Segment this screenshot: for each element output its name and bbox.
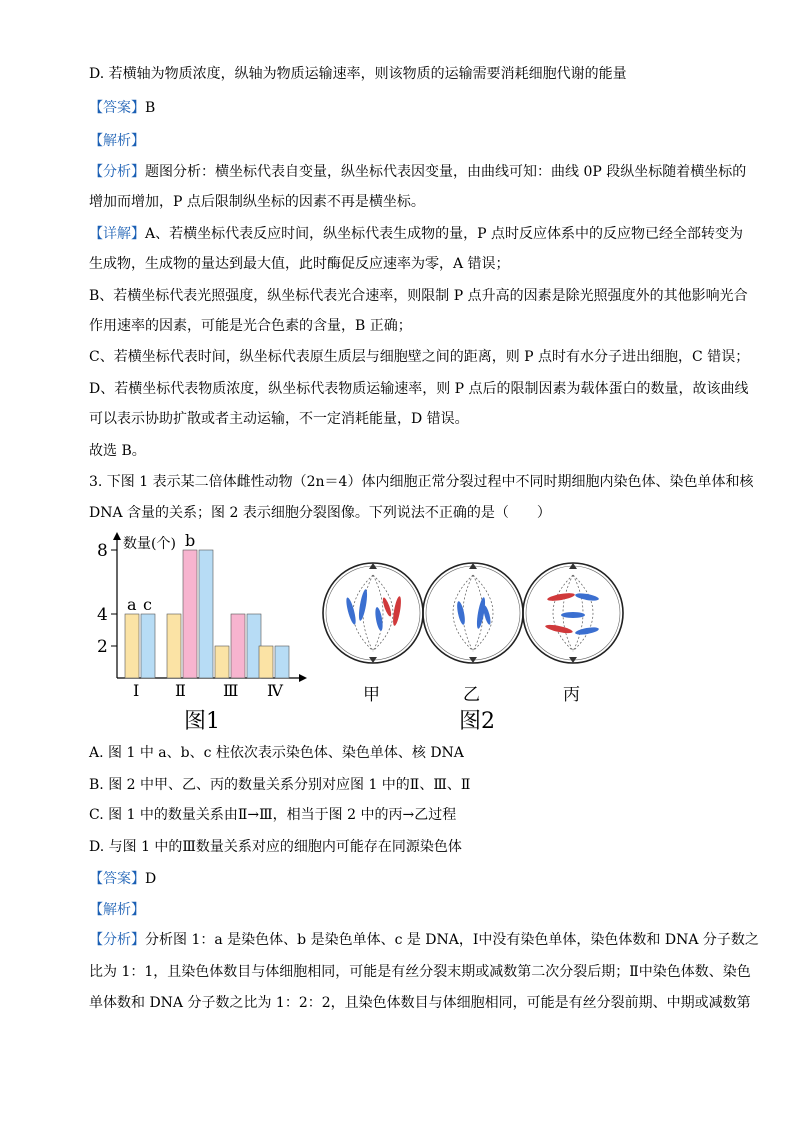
bar-letter-label: a: [127, 595, 137, 614]
option-d: D. 与图 1 中的Ⅲ数量关系对应的细胞内可能存在同源染色体: [89, 839, 462, 855]
detail-1-e: C、若横坐标代表时间，纵坐标代表原生质层与细胞壁之间的距离，则 P 点时有水分子进出细胞，C 错误；: [89, 349, 750, 365]
line-option-d: D. 若横轴为物质浓度，纵轴为物质运输速率，则该物质的运输需要消耗细胞代谢的能量: [89, 66, 627, 82]
conclusion-1: 故选 B。: [89, 443, 146, 459]
cell-yi: [423, 563, 523, 663]
x-group-label: Ⅰ: [133, 681, 140, 700]
analysis-tag: 【分析】: [89, 164, 145, 180]
analysis-1: [89, 162, 746, 182]
question-3: 3. 下图 1 表示某二倍体雌性动物（2n＝4）体内细胞正常分裂过程中不同时期细胞内染色体、染色单体和核: [89, 474, 754, 490]
cell-label-bing: 丙: [563, 685, 580, 705]
answer-2: [89, 869, 156, 889]
x-group-label: Ⅱ: [175, 681, 186, 700]
x-group-label: Ⅳ: [267, 681, 283, 700]
answer-1: [89, 98, 155, 118]
detail-1-b: 生成物，生成物的量达到最大值，此时酶促反应速率为零，A 错误；: [89, 256, 510, 272]
bar-letter-label: c: [143, 595, 152, 614]
analysis-2-b: 比为 1：1，且染色体数目与体细胞相同，可能是有丝分裂末期或减数第二次分裂后期；Ⅱ中染色体数、染色: [89, 964, 751, 980]
bar-2-0: [215, 646, 229, 678]
cell-jia: [323, 563, 423, 663]
figure2-cells: [319, 530, 699, 740]
analysis-1-cont: 增加而增加，P 点后限制纵坐标的因素不再是横坐标。: [89, 194, 425, 210]
bar-3-2: [275, 646, 289, 678]
option-a: A. 图 1 中 a、b、c 柱依次表示染色体、染色单体、核 DNA: [89, 745, 464, 761]
bar-letter-label: b: [185, 531, 196, 550]
y-tick-label: 4: [97, 605, 108, 625]
bar-2-1: [231, 614, 245, 678]
detail-1-c: B、若横坐标代表光照强度，纵坐标代表光合速率，则限制 P 点升高的因素是除光照强度外的其他影响光合: [89, 288, 748, 304]
y-tick-label: 2: [97, 637, 108, 657]
bar-1-1: [183, 550, 197, 678]
y-axis-label: 数量(个): [123, 536, 176, 552]
answer-tag: 【答案】: [89, 100, 145, 116]
jiexi-1: 【解析】: [89, 133, 145, 149]
detail-1-g: 可以表示协助扩散或者主动运输，不一定消耗能量，D 错误。: [89, 411, 469, 427]
cell-label-jia: 甲: [363, 685, 380, 705]
question-3-cont: DNA 含量的关系；图 2 表示细胞分裂图像。下列说法不正确的是（ ）: [89, 505, 551, 521]
cell-bing: [523, 563, 623, 663]
analysis-text: 分析图 1：a 是染色体、b 是染色单体、c 是 DNA，Ⅰ中没有染色单体，染色体数和 DNA 分子数之: [145, 932, 759, 948]
detail-1: [89, 224, 743, 244]
x-group-label: Ⅲ: [223, 681, 239, 700]
answer-value: D: [145, 871, 157, 887]
analysis-tag: 【分析】: [89, 932, 145, 948]
figure-area: [89, 530, 709, 740]
figure1-caption: 图1: [184, 709, 220, 734]
y-tick-label: 8: [97, 541, 108, 561]
detail-text: A、若横坐标代表反应时间，纵坐标代表生成物的量，P 点时反应体系中的反应物已经全部转变为: [145, 226, 743, 242]
bar-0-2: [141, 614, 155, 678]
bar-1-2: [199, 550, 213, 678]
x-axis-arrow: [299, 674, 307, 682]
detail-1-d: 作用速率的因素，可能是光合色素的含量，B 正确；: [89, 318, 412, 334]
analysis-2: [89, 930, 759, 950]
bar-1-0: [167, 614, 181, 678]
bar-3-0: [259, 646, 273, 678]
detail-tag: 【详解】: [89, 226, 145, 242]
y-axis-arrow: [113, 532, 121, 540]
figure2-caption: 图2: [459, 709, 495, 734]
analysis-text: 题图分析：横坐标代表自变量，纵坐标代表因变量，由曲线可知：曲线 0P 段纵坐标随着横坐标的: [145, 164, 747, 180]
figure1-chart: [89, 530, 319, 740]
analysis-2-c: 单体数和 DNA 分子数之比为 1：2：2，且染色体数目与体细胞相同，可能是有丝分裂前期、中期或减数第: [89, 995, 751, 1011]
option-b: B. 图 2 中甲、乙、丙的数量关系分别对应图 1 中的Ⅱ、Ⅲ、Ⅱ: [89, 777, 471, 793]
answer-tag: 【答案】: [89, 871, 145, 887]
jiexi-2: 【解析】: [89, 902, 145, 918]
answer-value: B: [145, 100, 156, 116]
bar-0-0: [125, 614, 139, 678]
cell-label-yi: 乙: [463, 685, 480, 705]
option-c: C. 图 1 中的数量关系由Ⅱ→Ⅲ，相当于图 2 中的丙→乙过程: [89, 807, 457, 823]
detail-1-f: D、若横坐标代表物质浓度，纵坐标代表物质运输速率，则 P 点后的限制因素为载体蛋白的数量，故该曲线: [89, 381, 749, 397]
